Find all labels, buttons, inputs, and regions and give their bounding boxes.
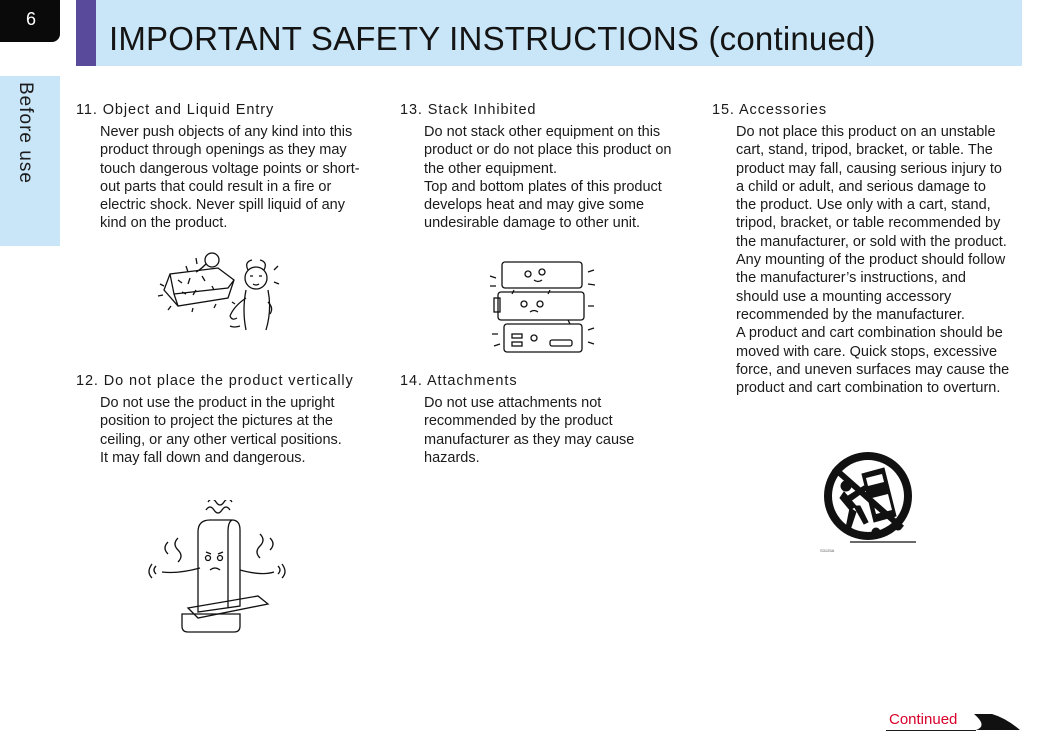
item-body: Do not place this product on an unstable cart, stand, tripod, bracket, or table. The product may fall, causing serious injury to a child or adult, and serious damage to the product. Use only with a cart, stand, tripod, bracket, or table recommended by the manufacturer, or sold with the product. Any mounting of the product should follow the manufacturer’s instructions, and should use a mounting accessory recommended by the manufacturer. A product and cart combination should be moved with care. Quick stops, excessive force, and uneven surfaces may cause the product and cart combination to overturn. [736, 124, 1010, 397]
item-heading: 13. Stack Inhibited [400, 102, 537, 118]
stacked-equipment-illustration [488, 258, 598, 358]
arrow-right-icon [974, 712, 1022, 732]
continued-underline [886, 730, 976, 731]
item-body: Do not use the product in the upright position to project the pictures at the ceiling, or any other vertical positions. It may fall down and dangerous. [100, 395, 342, 466]
safety-item-accessories [712, 101, 1042, 397]
safety-item-object-liquid-entry [76, 101, 386, 233]
item-heading: 15. Accessories [712, 102, 828, 118]
item-body: Do not stack other equipment on this product or do not place this product on the other equipment. Top and bottom plates of this product develops heat and may give some undesirable damage to other unit. [424, 124, 672, 232]
continued-label: Continued [889, 711, 958, 728]
item-body: Do not use attachments not recommended by the product manufacturer as they may cause hazards. [424, 395, 635, 466]
safety-item-stack-inhibited [400, 101, 700, 233]
item-body: Never push objects of any kind into this product through openings as they may touch dangerous voltage points or short- out parts that could result in a fire or electric shock. Never spill liquid of any kind on the product. [100, 124, 360, 232]
continued-link[interactable] [886, 710, 1022, 734]
safety-item-attachments [400, 372, 700, 467]
liquid-spill-illustration [156, 250, 282, 334]
page-title: IMPORTANT SAFETY INSTRUCTIONS (continued) [109, 20, 876, 57]
section-tab[interactable] [0, 76, 60, 246]
cart-tipover-warning-icon [810, 446, 926, 558]
page-header [76, 0, 1022, 66]
item-heading: 12. Do not place the product vertically [76, 373, 354, 389]
vertical-projector-illustration [148, 500, 290, 636]
page-number: 6 [0, 0, 60, 42]
item-heading: 11. Object and Liquid Entry [76, 102, 275, 118]
header-accent-bar [76, 0, 96, 66]
section-tab-label: Before use [15, 82, 36, 184]
warning-symbol-code: S3125A [820, 548, 835, 553]
safety-item-no-vertical-placement [76, 372, 386, 467]
item-heading: 14. Attachments [400, 373, 518, 389]
